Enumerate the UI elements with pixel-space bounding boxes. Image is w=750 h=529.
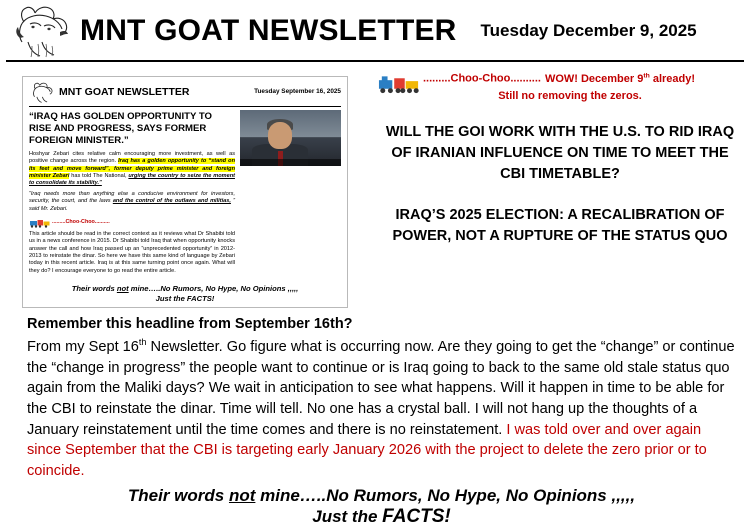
clipping-paragraph-3: This article should be read in the correct context as it reviews what Dr Shabibi told us in a news conference in 2015. Dr Shabibi told Iraq that when opportunity knocks answer the call and how Iraq passed up an “unprecedented opportunity” in 2012-2013 to reinstate the dinar. So here we have this same kind of language by Zebari today in this recent article. Iraq is at this same turning point once again. What will they do? I encourage everyone to go read the entire article. — [29, 230, 235, 274]
clipping-text-column — [29, 110, 240, 275]
wow-text — [545, 73, 695, 85]
clipping-header — [29, 81, 341, 107]
newsletter-clipping — [22, 76, 348, 308]
headline-question: WILL THE GOI WORK WITH THE U.S. TO RID IRAQ OF IRANIAN INFLUENCE ON TIME TO MEET THE CBI TIMETABLE? — [385, 123, 735, 182]
goat-head-logo-icon-small — [29, 81, 55, 104]
clipping-title: MNT GOAT NEWSLETTER — [59, 85, 190, 98]
clipping-p1-highlight: Iraq has a golden opportunity to “stand on its feet and move forward”, former deputy prime minister and foreign minister Zebari — [29, 158, 235, 180]
content-area — [0, 62, 750, 314]
clipping-p1-part-b: has told The National, — [69, 173, 129, 180]
clipping-paragraph-2 — [29, 191, 235, 213]
clipping-p2-part-a: “Iraq needs more than anything else a conducive environment for investors, security, the court, and the laws — [29, 190, 235, 205]
clipping-body — [29, 110, 341, 275]
clipping-date: Tuesday September 16, 2025 — [254, 88, 341, 96]
clipping-p1-part-a: Hoshyar Zebari cites relative calm encouraging more investment, as well as positive change across the region. — [29, 150, 235, 165]
clipping-p2-part-b: ” said Mr. Zebari. — [29, 198, 236, 212]
clipping-p2-underline: and the control of the outlaws and militias, — [112, 198, 231, 205]
wow-text-b: already! — [649, 72, 696, 85]
clipping-footer — [29, 284, 341, 304]
clipping-footer-line-1: Their words not mine…..No Rumors, No Hype, No Opinions ,,,,, — [71, 284, 299, 294]
clipping-photo-column — [240, 110, 341, 275]
clipping-choo-row — [29, 218, 235, 228]
page-title: MNT GOAT NEWSLETTER — [80, 14, 457, 47]
train-icon — [378, 74, 420, 94]
signature-line-2-a: Just the — [312, 507, 383, 527]
signature-line-1 — [27, 486, 736, 506]
remember-headline: Remember this headline from September 16th? — [27, 316, 353, 332]
article-paragraph-a: From my Sept 16 — [27, 338, 139, 355]
article-paragraph-superscript: th — [138, 337, 147, 347]
goat-head-logo-icon — [8, 2, 74, 60]
choo-banner — [378, 72, 742, 102]
article-paragraph — [27, 336, 736, 482]
article-paragraph-red: I was told over and over again since September that the CBI is targeting early January 2026 with the project to delete the zero prior or to coincide. — [27, 421, 707, 480]
choo-text: .........Choo-Choo.......... — [423, 72, 541, 85]
choo-line — [423, 72, 695, 85]
still-no-zeros-text: Still no removing the zeros. — [498, 89, 642, 102]
zebari-portrait-image — [240, 110, 341, 166]
signature-line-1-not: not — [228, 485, 256, 505]
wow-superscript: th — [643, 72, 650, 79]
issue-date: Tuesday December 9, 2025 — [480, 21, 697, 40]
signature-block — [27, 486, 736, 529]
signature-line-2-facts: FACTS! — [382, 506, 451, 528]
clipping-paragraph-1 — [29, 151, 235, 188]
right-column — [378, 72, 742, 247]
signature-line-2 — [27, 506, 736, 529]
clipping-p1-underline: urging the country to seize the moment to consolidate its stability.” — [29, 173, 235, 187]
clipping-choo-text: .........Choo-Choo.......... — [52, 219, 110, 226]
signature-line-1-a: Their words — [127, 485, 229, 505]
article-paragraph-b: Newsletter. Go figure what is occurring now. Are they going to get the “change” or continue the “change in progress” the people want to continue or is Iraq going to back to the same old stale status quo again from the Maliki days? We wait in anticipation to see what happens. Will it happen in time to be able for the CBI to reinstate the dinar. Time will tell. No one has a crystal ball. I will not hang up the thoughts of a January reinstatement until the time comes and there is no reinstatement. — [27, 338, 735, 438]
signature-line-1-b: mine…..No Rumors, No Hype, No Opinions ,,,,, — [255, 485, 636, 505]
clipping-footer-line-2: Just the FACTS! — [155, 294, 215, 304]
choo-banner-text — [423, 72, 695, 102]
clipping-headline: “IRAQ HAS GOLDEN OPPORTUNITY TO RISE AND PROGRESS, SAYS FORMER FOREIGN MINISTER.” — [29, 111, 213, 146]
headline-election: IRAQ’S 2025 ELECTION: A RECALIBRATION OF POWER, NOT A RUPTURE OF THE STATUS QUO — [392, 206, 728, 244]
page-header — [0, 0, 750, 62]
wow-text-a: WOW! December 9 — [544, 72, 644, 85]
article-body — [27, 316, 736, 529]
train-icon-small — [29, 218, 51, 228]
